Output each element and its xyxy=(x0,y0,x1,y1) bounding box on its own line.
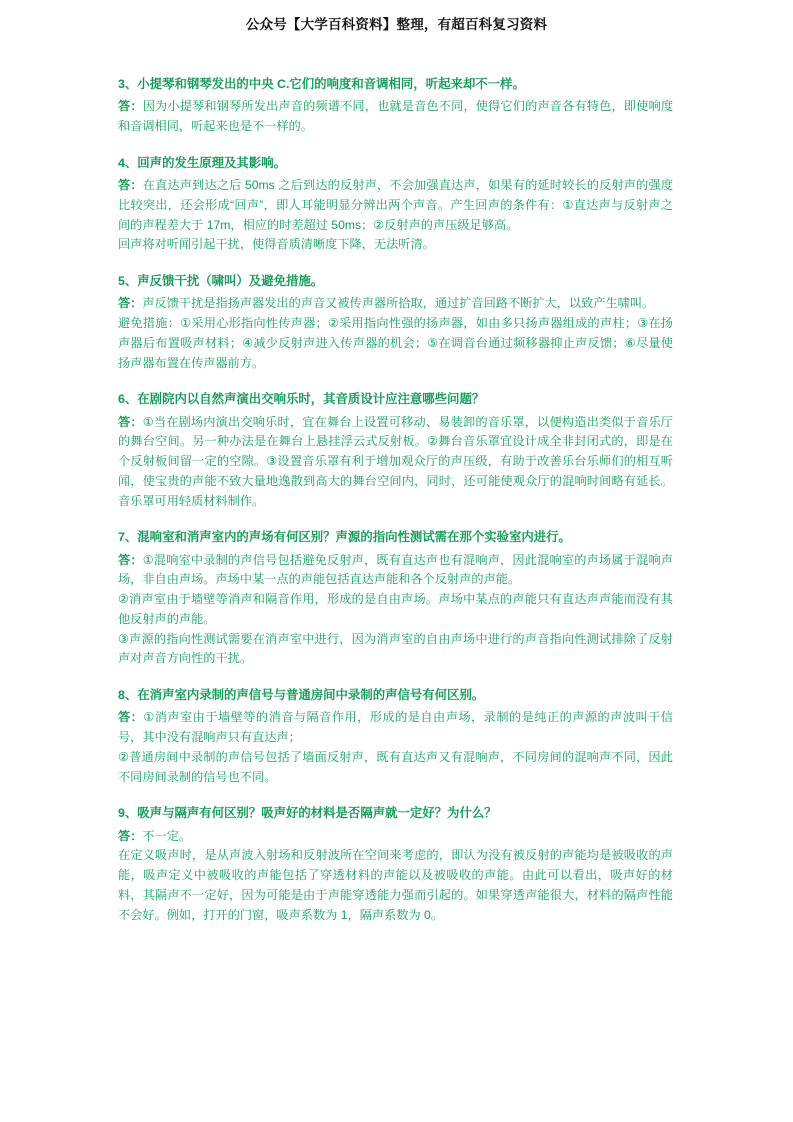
document-content xyxy=(0,33,793,926)
answer-text: 声反馈干扰是指扬声器发出的声音又被传声器所拾取，通过扩音回路不断扩大，以致产生啸叫。 xyxy=(142,296,655,311)
answer-paragraph xyxy=(118,97,673,137)
answer-lead: 答： xyxy=(118,710,144,725)
answer-paragraph: ②消声室由于墙壁等消声和隔音作用，形成的是自由声场。声场中某点的声能只有直达声声能而没有其他反射声的声能。 xyxy=(118,592,673,626)
answer-lead: 答： xyxy=(118,552,143,567)
answer-paragraph: 避免措施：①采用心形指向性传声器；②采用指向性强的扬声器，如由多只扬声器组成的声柱；③在扬声器后布置吸声材料；④减少反射声进入传声器的机会；⑤在调音台通过频移器抑止声反馈；⑥尽量使扬声器布置在传声器前方。 xyxy=(118,316,673,370)
qa-block xyxy=(118,804,673,925)
answer-paragraph xyxy=(118,708,673,748)
qa-block xyxy=(118,528,673,669)
answer-text: 不一定。 xyxy=(142,828,192,843)
answer-lead: 答： xyxy=(118,177,143,192)
answer-paragraph: 在定义吸声时，是从声波入射场和反射波所在空间来考虑的，即认为没有被反射的声能均是被吸收的声能，吸声定义中被吸收的声能包括了穿透材料的声能以及被吸收的声能。由此可以看出，吸声好的材料，其隔声不一定好，因为可能是由于声能穿透能力强而引起的。如果穿透声能很大，材料的隔声性能不会好。例如，打开的门窗，吸声系数为 1，隔声系数为 0。 xyxy=(118,848,673,922)
qa-block xyxy=(118,390,673,511)
answer-paragraph xyxy=(118,551,673,591)
answer-lead: 答： xyxy=(118,414,143,429)
qa-block xyxy=(118,75,673,137)
question-title: 9、吸声与隔声有何区别？吸声好的材料是否隔声就一定好？为什么？ xyxy=(118,806,497,821)
answer-text: ①当在剧场内演出交响乐时，宜在舞台上设置可移动、易装卸的音乐罩，以便构造出类似于音乐厅的舞台空间。另一种办法是在舞台上悬挂浮云式反射板。②舞台音乐罩宜设计成全非封闭式的，即是在个反射板间留一定的空隙。③设置音乐罩有利于增加观众厅的声压级，有助于改善乐台乐师们的相互听闻，使宝贵的声能不致大量地逸散到高大的舞台空间内，同时，还可能使观众厅的混响时间略有延长。音乐罩可用轻质材料制作。 xyxy=(118,414,673,508)
question-title: 8、在消声室内录制的声信号与普通房间中录制的声信号有何区别。 xyxy=(118,688,485,703)
answer-lead: 答： xyxy=(118,99,143,114)
answer-paragraph: ③声源的指向性测试需要在消声室中进行，因为消声室的自由声场中进行的声音指向性测试排除了反射声对声音方向性的干扰。 xyxy=(118,631,673,666)
answer-paragraph xyxy=(118,827,673,847)
answer-text: ①混响室中录制的声信号包括避免反射声，既有直达声也有混响声，因此混响室的声场属于混响声场，非自由声场。声场中某一点的声能包括直达声能和各个反射声的声能。 xyxy=(118,552,673,587)
question-title: 4、回声的发生原理及其影响。 xyxy=(118,155,286,170)
answer-paragraph xyxy=(118,176,673,235)
answer-text: 因为小提琴和钢琴所发出声音的频谱不同，也就是音色不同，使得它们的声音各有特色，即使响度和音调相同，听起来也是不一样的。 xyxy=(118,99,674,133)
question-title: 6、在剧院内以自然声演出交响乐时，其音质设计应注意哪些问题？ xyxy=(118,392,485,407)
question-title: 7、混响室和消声室内的声场有何区别？声源的指向性测试需在那个实验室内进行。 xyxy=(118,530,571,545)
answer-lead: 答： xyxy=(118,828,143,843)
answer-text: 在直达声到达之后 50ms 之后到达的反射声，不会加强直达声，如果有的延时较长的反射声的强度比较突出，还会形成“回声”，即人耳能明显分辨出两个声音。产生回声的条件有：①直达声与反射声之间的声程差大于 17m，相应的时差超过 50ms；②反射声的声压级足够高。 xyxy=(118,177,674,232)
answer-lead: 答： xyxy=(118,296,143,311)
question-title: 5、声反馈干扰（啸叫）及避免措施。 xyxy=(118,274,324,289)
qa-block xyxy=(118,686,673,787)
answer-paragraph: ②普通房间中录制的声信号包括了墙面反射声，既有直达声又有混响声，不同房间的混响声不同，因此不同房间录制的信号也不同。 xyxy=(118,749,673,784)
question-title: 3、小提琴和钢琴发出的中央 C.它们的响度和音调相同，听起来却不一样。 xyxy=(118,77,525,91)
watermark-text: 公众号【大学百科资料】整理，有超百科复习资料 xyxy=(245,17,548,32)
qa-block xyxy=(118,154,673,255)
answer-paragraph: 回声将对听闻引起干扰，使得音质清晰度下降，无法听清。 xyxy=(118,237,435,252)
answer-paragraph xyxy=(118,413,673,512)
answer-text: ①消声室由于墙壁等的消音与隔音作用，形成的是自由声场，录制的是纯正的声源的声波叫干信号，其中没有混响声只有直达声； xyxy=(118,710,673,745)
qa-block xyxy=(118,272,673,373)
answer-paragraph xyxy=(118,294,673,314)
